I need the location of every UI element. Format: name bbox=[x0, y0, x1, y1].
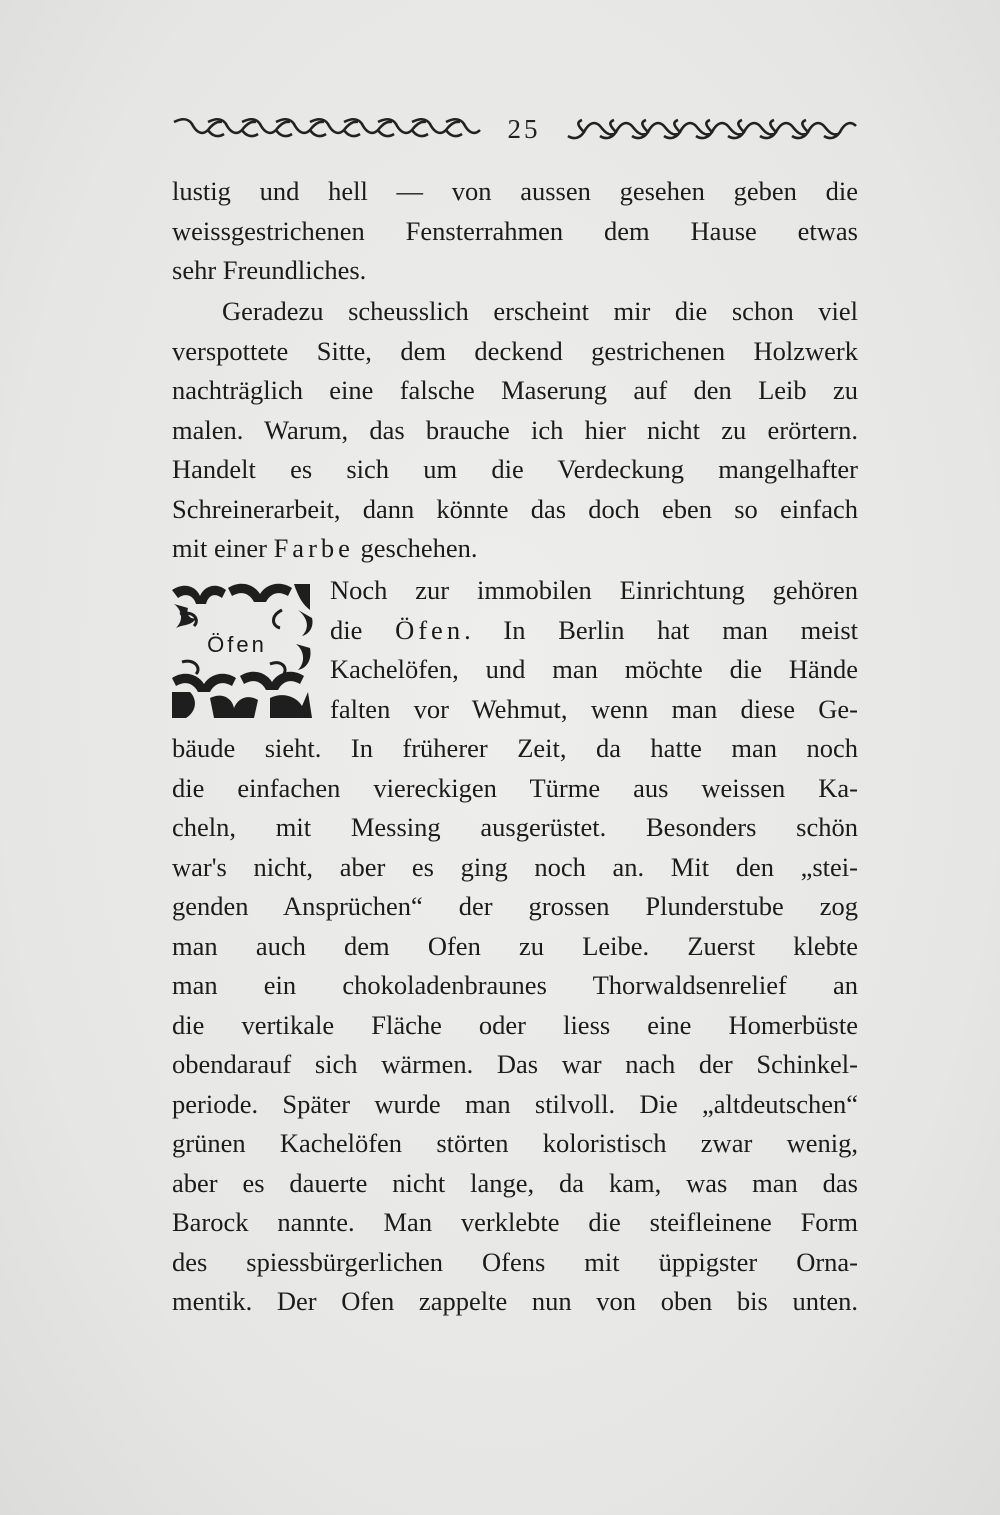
text-line: weissgestrichenen Fensterrahmen dem Hause etwas bbox=[172, 215, 858, 246]
section-marker: Öfen bbox=[207, 632, 267, 657]
paragraph-2 bbox=[172, 292, 858, 569]
text-line: aber es dauerte nicht lange, da kam, was man das bbox=[172, 1167, 858, 1198]
text-line: obendarauf sich wärmen. Das war nach der Schinkel- bbox=[172, 1049, 858, 1079]
text-line: mentik. Der Ofen zappelte nun von oben bis unten. bbox=[172, 1286, 858, 1316]
paragraph-3-wrapped bbox=[330, 571, 858, 729]
text-fragment: mit einer bbox=[172, 533, 274, 563]
spaced-word: Öfen bbox=[395, 614, 465, 645]
text-line: genden Ansprüchen“ der grossen Plunderstube zog bbox=[172, 891, 858, 921]
text-line: malen. Warum, das brauche ich hier nicht zu erörtern. bbox=[172, 414, 858, 445]
text-fragment: geschehen. bbox=[353, 533, 478, 563]
page-header bbox=[172, 112, 858, 146]
text-line: die einfachen viereckigen Türme aus weissen Ka- bbox=[172, 772, 858, 803]
text-line: war's nicht, aber es ging noch an. Mit den „stei- bbox=[172, 851, 858, 882]
text-line: verspottete Sitte, dem deckend gestrichenen Holzwerk bbox=[172, 335, 858, 366]
paragraph-3-continued bbox=[172, 729, 858, 1322]
text-line: Noch zur immobilen Einrichtung gehören bbox=[330, 575, 858, 605]
text-line: lustig und hell — von aussen gesehen geben die bbox=[172, 176, 858, 206]
section-vignette bbox=[170, 580, 316, 722]
paragraph-1 bbox=[172, 172, 858, 291]
text-line: man auch dem Ofen zu Leibe. Zuerst klebte bbox=[172, 930, 858, 961]
page-number: 25 bbox=[507, 113, 541, 144]
text-line bbox=[172, 529, 858, 569]
text-line: sehr Freundliches. bbox=[172, 255, 367, 285]
text-line: Kachelöfen, und man möchte die Hände bbox=[330, 654, 858, 684]
text-line: nachträglich eine falsche Maserung auf den Leib zu bbox=[172, 375, 858, 405]
text-line: Geradezu scheusslich erscheint mir die schon viel bbox=[222, 296, 858, 326]
text-line: man ein chokoladenbraunes Thorwaldsenrelief an bbox=[172, 970, 858, 1000]
text-line: cheln, mit Messing ausgerüstet. Besonders schön bbox=[172, 812, 858, 842]
text-line: des spiessbürgerlichen Ofens mit üppigster Orna- bbox=[172, 1246, 858, 1277]
ornamental-border-icon bbox=[172, 116, 484, 142]
text-line bbox=[330, 611, 858, 651]
text-line: Handelt es sich um die Verdeckung mangelhafter bbox=[172, 454, 858, 484]
text-line: bäude sieht. In früherer Zeit, da hatte man noch bbox=[172, 733, 858, 763]
text-fragment: . In Berlin hat man meist bbox=[464, 614, 858, 645]
text-line: die vertikale Fläche oder liess eine Homerbüste bbox=[172, 1009, 858, 1040]
text-line: Schreinerarbeit, dann könnte das doch eben so einfach bbox=[172, 493, 858, 524]
text-line: periode. Später wurde man stilvoll. Die „altdeutschen“ bbox=[172, 1088, 858, 1119]
text-line: grünen Kachelöfen störten koloristisch zwar wenig, bbox=[172, 1128, 858, 1158]
spaced-word: Farbe bbox=[273, 533, 354, 563]
ornamental-border-icon bbox=[564, 116, 858, 142]
text-line: falten vor Wehmut, wenn man diese Ge- bbox=[330, 693, 858, 724]
text-fragment: die bbox=[330, 614, 396, 645]
text-line: Barock nannte. Man verklebte die steifleinene Form bbox=[172, 1207, 858, 1237]
